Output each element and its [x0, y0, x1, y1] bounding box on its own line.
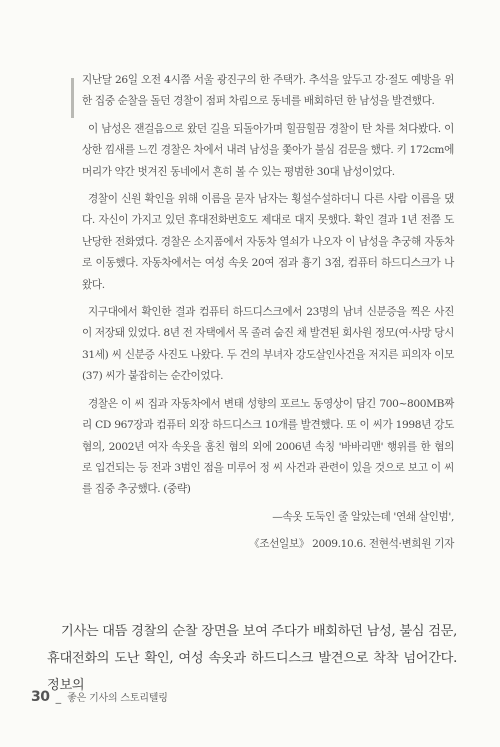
quote-paragraph: 경찰은 이 씨 집과 자동차에서 변태 성향의 포르노 동영상이 담긴 700~800MB짜리 CD 967장과 컴퓨터 외장 하드디스크 10개를 발견했다. 또 이 씨가 1998년 강도 혐의, 2002년 여자 속옷을 훔친 혐의 외에 2006년 속칭 '바바리맨' 행위를 한 혐의로 입건되는 등 전과 3범인 점을 미루어 정 씨 사건과 관련이 있을 것으로 보고 이 씨를 집중 추궁했다. (중략) [82, 397, 454, 496]
quote-paragraph: 지구대에서 확인한 결과 컴퓨터 하드디스크에서 23명의 남녀 신분증을 찍은 사진이 저장돼 있었다. 8년 전 자택에서 목 졸려 숨진 채 발견된 회사원 정모(여·사망 당시 31세) 씨 신분증 사진도 나왔다. 두 건의 부녀자 강도살인사건을 저지른 피의자 이모(37) 씨가 붙잡히는 순간이었다. [82, 306, 454, 383]
quote-paragraph: 경찰이 신원 확인을 위해 이름을 묻자 남자는 횡설수설하더니 다른 사람 이름을 댔다. 자신이 가지고 있던 휴대전화번호도 제대로 대지 못했다. 확인 결과 1년 전쯤 도난당한 전화였다. 경찰은 소지품에서 자동차 열쇠가 나오자 이 남성을 추궁해 자동차로 이동했다. 자동차에서는 여성 속옷 20여 점과 흉기 3점, 컴퓨터 하드디스크가 나왔다. [82, 193, 454, 291]
article-quote [82, 70, 454, 562]
book-title: 좋은 기사의 스토리텔링 [67, 693, 168, 704]
quote-citation: 《조선일보》 2009.10.6. 전현석·변희원 기자 [249, 538, 454, 551]
page-footer [31, 686, 168, 705]
quote-headline: —속옷 도둑인 줄 알았는데 '연쇄 살인범', [272, 510, 454, 523]
quote-paragraph: 지난달 26일 오전 4시쯤 서울 광진구의 한 주택가. 추석을 앞두고 강·절도 예방을 위한 집중 순찰을 돌던 경찰이 점퍼 차림으로 동네를 배회하던 한 남성을 발견했다. [82, 74, 454, 108]
footer-separator: _ [55, 691, 62, 704]
quote-paragraph: 이 남성은 잰걸음으로 왔던 길을 되돌아가며 힐끔힐끔 경찰이 탄 차를 쳐다봤다. 이상한 낌새를 느낀 경찰은 차에서 내려 남성을 쫓아가 불심 검문을 했다. 키 172cm에 머리가 약간 벗겨진 동네에서 흔히 볼 수 있는 평범한 30대 남성이었다. [82, 122, 454, 178]
page-number: 30 [31, 689, 50, 705]
body-paragraph: 기사는 대뜸 경찰의 순찰 장면을 보여 주다가 배회하던 남성, 불심 검문, 휴대전화의 도난 확인, 여성 속옷과 하드디스크 발견으로 착착 넘어간다. 정보의 [47, 624, 457, 693]
quote-bar [71, 78, 74, 118]
